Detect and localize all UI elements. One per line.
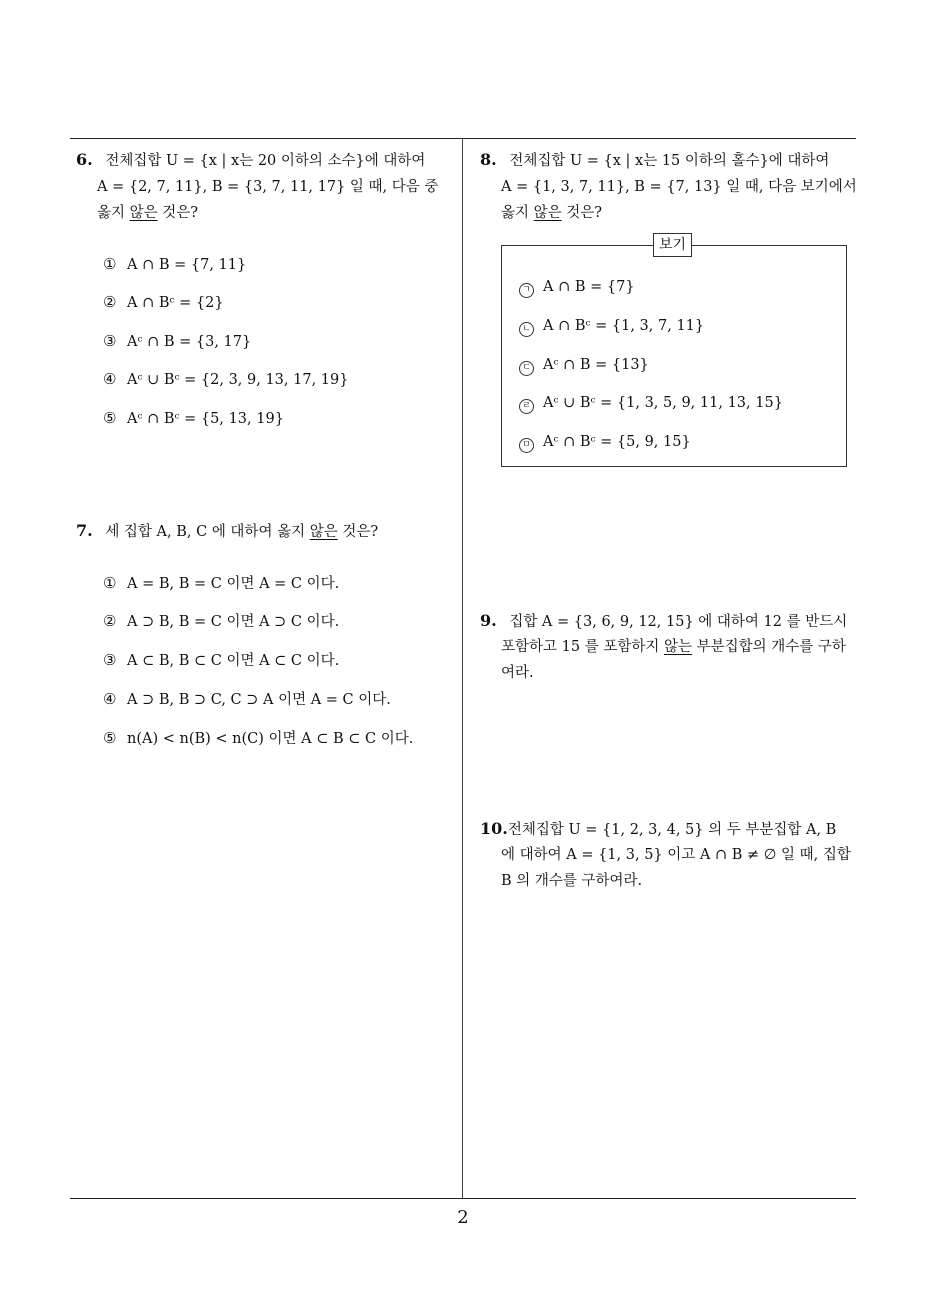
problem-9-line-3: 여라. bbox=[501, 665, 534, 681]
problem-10-line-3: B 의 개수를 구하여라. bbox=[501, 873, 643, 889]
problem-6-line-1: 6. 전체집합 U = {x | x는 20 이하의 소수}에 대하여 bbox=[76, 150, 426, 169]
problem-9-number: 9. bbox=[480, 611, 497, 630]
emphasis-not: 않은 bbox=[129, 205, 158, 221]
problem-7-choice-5[interactable]: ⑤ n(A) < n(B) < n(C) 이면 A ⊂ B ⊂ C 이다. bbox=[103, 729, 414, 747]
problem-6-choice-5[interactable]: ⑤ Aᶜ ∩ Bᶜ = {5, 13, 19} bbox=[103, 409, 284, 427]
problem-8-line-2: A = {1, 3, 7, 11}, B = {7, 13} 일 때, 다음 보기에서 bbox=[501, 179, 857, 195]
problem-9-line-1: 9. 집합 A = {3, 6, 9, 12, 15} 에 대하여 12 를 반드시 bbox=[480, 611, 848, 630]
problem-10-line-2: 에 대하여 A = {1, 3, 5} 이고 A ∩ B ≠ ∅ 일 때, 집합 bbox=[501, 847, 851, 863]
problem-7-number: 7. bbox=[76, 521, 93, 540]
bogi-item-4: ㄹ Aᶜ ∪ Bᶜ = {1, 3, 5, 9, 11, 13, 15} bbox=[519, 393, 783, 414]
column-divider bbox=[462, 138, 463, 1199]
bogi-title: 보기 bbox=[653, 233, 692, 257]
emphasis-not: 않은 bbox=[309, 524, 338, 540]
emphasis-not: 않은 bbox=[533, 205, 562, 221]
problem-7-choice-1[interactable]: ① A = B, B = C 이면 A = C 이다. bbox=[103, 574, 340, 592]
problem-7-choice-4[interactable]: ④ A ⊃ B, B ⊃ C, C ⊃ A 이면 A = C 이다. bbox=[103, 690, 391, 708]
problem-6-choice-1[interactable]: ① A ∩ B = {7, 11} bbox=[103, 255, 247, 273]
problem-8-number: 8. bbox=[480, 150, 497, 169]
bottom-rule bbox=[70, 1198, 856, 1199]
page-number: 2 bbox=[457, 1207, 469, 1228]
bogi-item-5: ㅁ Aᶜ ∩ Bᶜ = {5, 9, 15} bbox=[519, 432, 691, 453]
problem-6-choice-4[interactable]: ④ Aᶜ ∪ Bᶜ = {2, 3, 9, 13, 17, 19} bbox=[103, 370, 349, 388]
problem-6-choice-2[interactable]: ② A ∩ Bᶜ = {2} bbox=[103, 293, 224, 311]
emphasis-not: 않는 bbox=[663, 639, 692, 655]
problem-6-choice-3[interactable]: ③ Aᶜ ∩ B = {3, 17} bbox=[103, 332, 252, 350]
problem-6-number: 6. bbox=[76, 150, 93, 169]
problem-7-choice-3[interactable]: ③ A ⊂ B, B ⊂ C 이면 A ⊂ C 이다. bbox=[103, 651, 340, 669]
problem-6-line-3: 옳지 않은 것은? bbox=[97, 205, 199, 221]
problem-10-number: 10. bbox=[480, 819, 508, 838]
bogi-item-2: ㄴ A ∩ Bᶜ = {1, 3, 7, 11} bbox=[519, 316, 704, 337]
problem-8-line-3: 옳지 않은 것은? bbox=[501, 205, 603, 221]
problem-9-line-2: 포함하고 15 를 포함하지 않는 부분집합의 개수를 구하 bbox=[501, 639, 846, 655]
problem-10-line-1: 10.전체집합 U = {1, 2, 3, 4, 5} 의 두 부분집합 A, B bbox=[480, 819, 837, 838]
problem-8-line-1: 8. 전체집합 U = {x | x는 15 이하의 홀수}에 대하여 bbox=[480, 150, 830, 169]
problem-7-choice-2[interactable]: ② A ⊃ B, B = C 이면 A ⊃ C 이다. bbox=[103, 612, 340, 630]
problem-6-line-2: A = {2, 7, 11}, B = {3, 7, 11, 17} 일 때, 다음 중 bbox=[97, 179, 439, 195]
bogi-item-3: ㄷ Aᶜ ∩ B = {13} bbox=[519, 355, 649, 376]
bogi-item-1: ㄱ A ∩ B = {7} bbox=[519, 277, 635, 298]
problem-7-line-1: 7. 세 집합 A, B, C 에 대하여 옳지 않은 것은? bbox=[76, 521, 379, 540]
